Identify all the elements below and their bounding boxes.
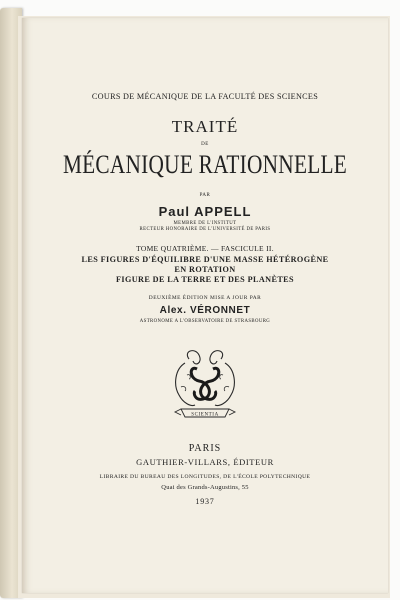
author-name: Paul APPELL <box>158 204 252 219</box>
reviser-affiliation: ASTRONOME A L'OBSERVATOIRE DE STRASBOURG <box>139 319 271 324</box>
title-connector: DE <box>201 142 209 147</box>
author-affiliation-2: RECTEUR HONORAIRE DE L'UNIVERSITÉ DE PARIS <box>139 227 271 232</box>
title-line-1: TRAITÉ <box>171 117 239 136</box>
publisher-name: GAUTHIER-VILLARS, ÉDITEUR <box>136 457 274 467</box>
subject-line-3: FIGURE DE LA TERRE ET DES PLANÈTES <box>115 275 294 284</box>
subject-line-1: LES FIGURES D'ÉQUILIBRE D'UNE MASSE HÉTÉROGÈNE <box>81 255 329 264</box>
publisher-detail: LIBRAIRE DU BUREAU DES LONGITUDES, DE L'ÉCOLE POLYTECHNIQUE <box>99 474 311 480</box>
reviser-name: Alex. VÉRONNET <box>159 305 251 316</box>
publisher-monogram-emblem-icon <box>165 345 245 429</box>
publisher-address: Quai des Grands-Augustins, 55 <box>161 484 249 491</box>
publication-year: 1937 <box>195 497 215 506</box>
publication-city: PARIS <box>188 443 222 454</box>
series-title: COURS DE MÉCANIQUE DE LA FACULTÉ DES SCIENCES <box>91 92 319 101</box>
edition-note: DEUXIÈME ÉDITION MISE A JOUR PAR <box>148 295 262 301</box>
title-page <box>22 18 388 593</box>
author-affiliation-1: MEMBRE DE L'INSTITUT <box>173 221 237 226</box>
volume-info: TOME QUATRIÈME. — FASCICULE II. <box>136 244 274 253</box>
emblem-ribbon-text: SCIENTIA <box>191 412 219 418</box>
subject-line-2: EN ROTATION <box>174 265 236 274</box>
main-title: MÉCANIQUE RATIONNELLE <box>62 150 348 179</box>
by-label: PAR <box>199 193 211 198</box>
